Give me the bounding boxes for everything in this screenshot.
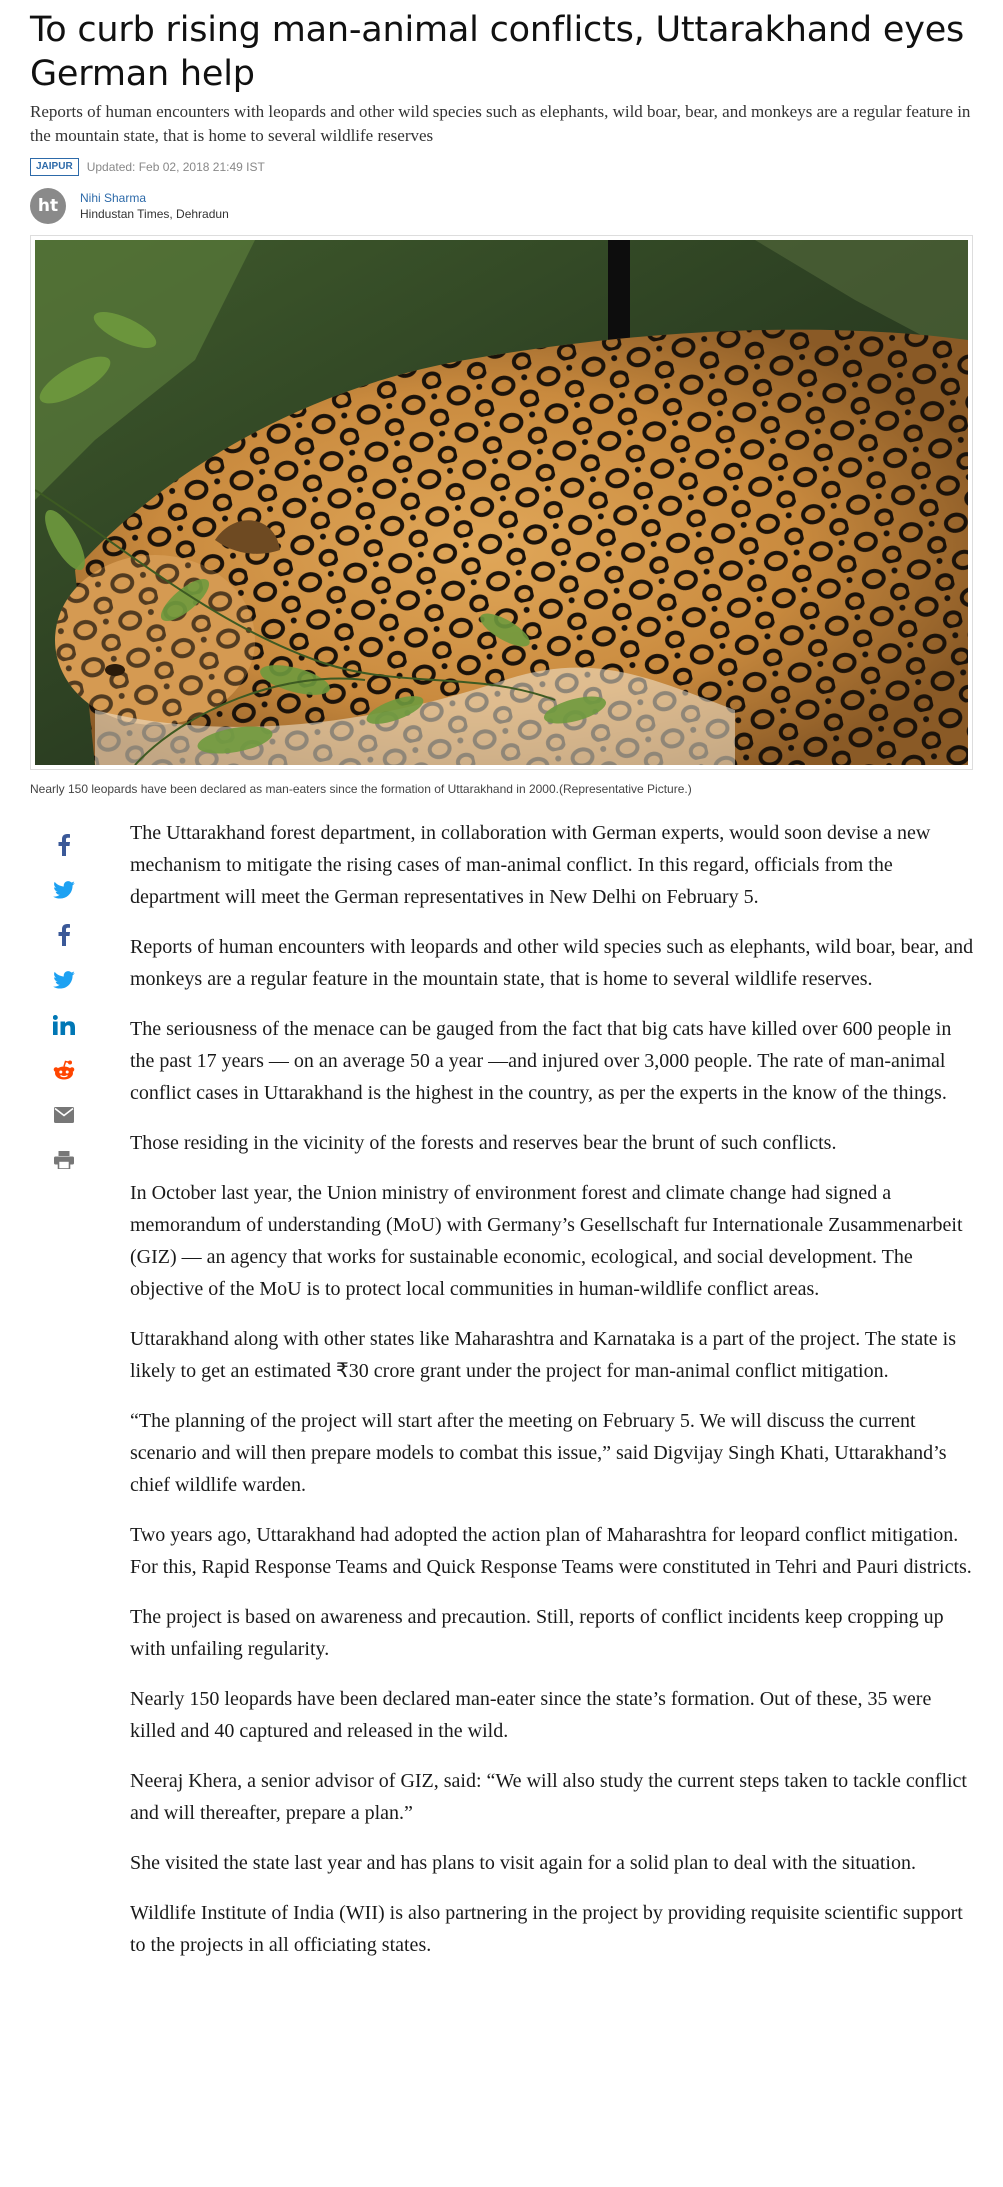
twitter-icon	[53, 881, 75, 899]
author-avatar: ht	[30, 188, 66, 224]
facebook-icon	[57, 924, 71, 946]
share-facebook-button[interactable]	[49, 912, 79, 957]
article-paragraph: Uttarakhand along with other states like Maharashtra and Karnataka is a part of the project. The state is likely to get an estimated ₹30 crore grant under the project for man-animal conflict mitigation.	[130, 1328, 957, 1382]
article-paragraph: Wildlife Institute of India (WII) is also partnering in the project by providing requisite scientific support to the projects in all officiating states.	[130, 1902, 963, 1956]
article-paragraph: The Uttarakhand forest department, in collaboration with German experts, would soon devise a new mechanism to mitigate the rising cases of man-animal conflict. In this regard, officials from the department will meet the German representatives in New Delhi on February 5.	[130, 822, 931, 908]
author-details	[80, 190, 229, 222]
author-name[interactable]: Nihi Sharma	[80, 191, 147, 205]
twitter-icon	[53, 971, 75, 989]
reddit-icon	[53, 1060, 75, 1080]
linkedin-icon	[53, 1015, 75, 1035]
article-paragraph: She visited the state last year and has plans to visit again for a solid plan to deal with the situation.	[130, 1852, 916, 1874]
article-meta	[30, 157, 265, 177]
city-tag[interactable]: JAIPUR	[30, 158, 79, 176]
author-organization: Hindustan Times, Dehradun	[80, 207, 229, 221]
share-twitter-button[interactable]	[49, 957, 79, 1002]
facebook-icon	[57, 834, 71, 856]
print-icon	[54, 1151, 74, 1169]
article-summary: Reports of human encounters with leopards and other wild species such as elephants, wild boar, bear, and monkeys are a regular feature in the mountain state, that is home to several wildlife reserves	[30, 102, 971, 145]
leopard-photo	[35, 240, 968, 765]
email-icon	[54, 1107, 74, 1123]
article-paragraph: In October last year, the Union ministry of environment forest and climate change had signed a memorandum of understanding (MoU) with Germany’s Gesellschaft fur Internationale Zusammenarbeit (GIZ) — an agency that works for sustainable economic, ecological, and social development. The objective of the MoU is to protect local communities in human-wildlife conflict areas.	[130, 1182, 963, 1300]
updated-timestamp: Updated: Feb 02, 2018 21:49 IST	[86, 160, 265, 174]
article-paragraph: Reports of human encounters with leopards and other wild species such as elephants, wild boar, bear, and monkeys are a regular feature in the mountain state, that is home to several wildlife reserves.	[130, 936, 974, 990]
share-rail	[49, 822, 79, 1182]
share-reddit-button[interactable]	[49, 1047, 79, 1092]
share-email-button[interactable]	[49, 1092, 79, 1137]
article-paragraph: Neeraj Khera, a senior advisor of GIZ, said: “We will also study the current steps taken to tackle conflict and will thereafter, prepare a plan.”	[130, 1770, 967, 1824]
image-caption: Nearly 150 leopards have been declared as man-eaters since the formation of Uttarakhand in 2000.(Representative Picture.)	[30, 782, 692, 796]
article-paragraph: “The planning of the project will start after the meeting on February 5. We will discuss the current scenario and will then prepare models to combat this issue,” said Digvijay Singh Khati, Uttarakhand’s chief wildlife warden.	[130, 1410, 947, 1496]
share-linkedin-button[interactable]	[49, 1002, 79, 1047]
article-paragraph: The project is based on awareness and precaution. Still, reports of conflict incidents keep cropping up with unfailing regularity.	[130, 1606, 944, 1660]
article-headline: To curb rising man-animal conflicts, Uttarakhand eyes German help	[30, 10, 965, 94]
share-facebook-button[interactable]	[49, 822, 79, 867]
hero-image	[30, 235, 973, 770]
print-button[interactable]	[49, 1137, 79, 1182]
article-body	[130, 817, 980, 1979]
share-twitter-button[interactable]	[49, 867, 79, 912]
author-byline	[30, 188, 229, 224]
article-paragraph: Nearly 150 leopards have been declared man-eater since the state’s formation. Out of these, 35 were killed and 40 captured and released in the wild.	[130, 1688, 932, 1742]
article-paragraph: Those residing in the vicinity of the forests and reserves bear the brunt of such conflicts.	[130, 1132, 837, 1154]
article-paragraph: Two years ago, Uttarakhand had adopted the action plan of Maharashtra for leopard conflict mitigation. For this, Rapid Response Teams and Quick Response Teams were constituted in Tehri and Pauri districts.	[130, 1524, 972, 1578]
article-paragraph: The seriousness of the menace can be gauged from the fact that big cats have killed over 600 people in the past 17 years — on an average 50 a year —and injured over 3,000 people. The rate of man-animal conflict cases in Uttarakhand is the highest in the country, as per the experts in the know of the things.	[130, 1018, 952, 1104]
